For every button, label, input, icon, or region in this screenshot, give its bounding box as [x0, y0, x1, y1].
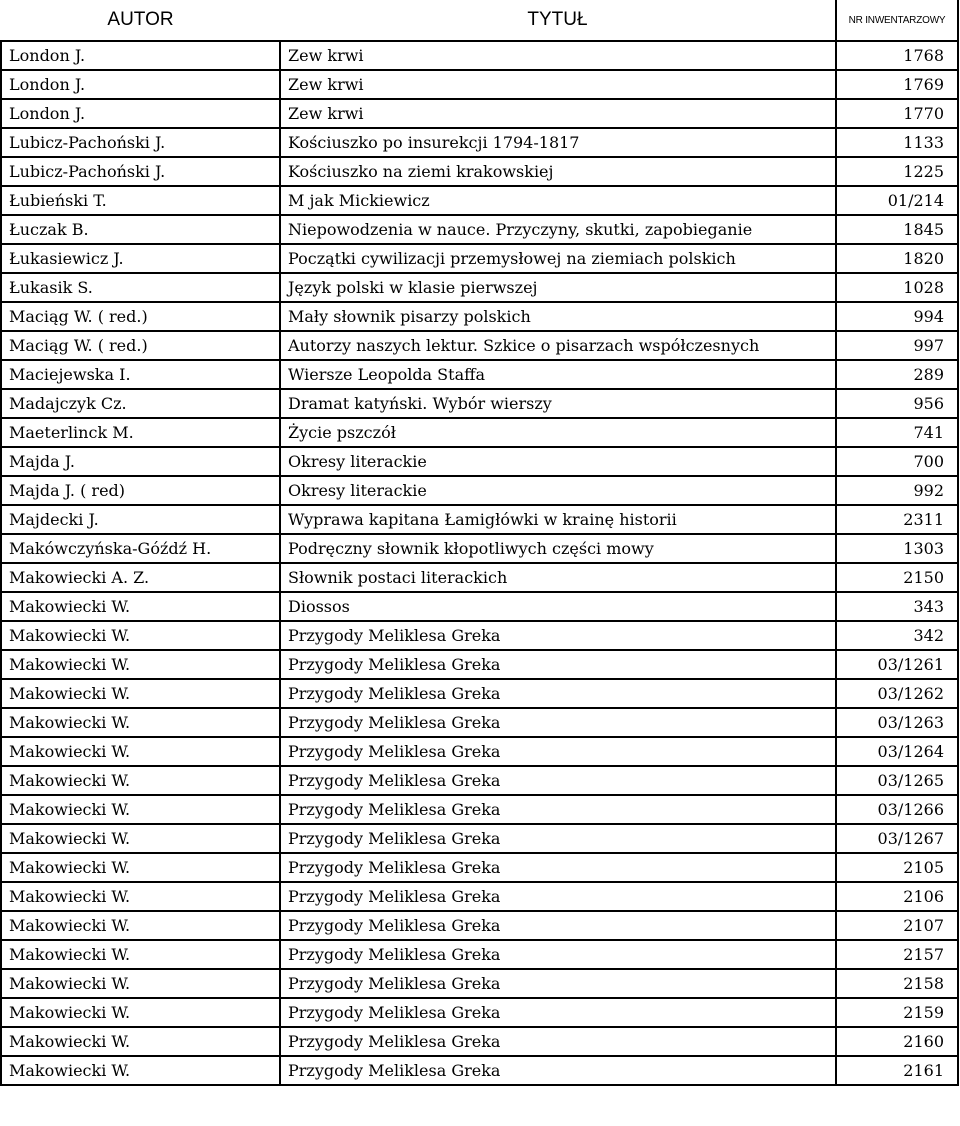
cell-author: Makowiecki W. — [1, 969, 280, 998]
cell-inventory-number: 992 — [836, 476, 958, 505]
cell-inventory-number: 03/1262 — [836, 679, 958, 708]
cell-title: Przygody Meliklesa Greka — [280, 824, 836, 853]
cell-author: Makowiecki A. Z. — [1, 563, 280, 592]
header-row — [1, 0, 958, 41]
cell-title: Wiersze Leopolda Staffa — [280, 360, 836, 389]
table-row — [1, 157, 958, 186]
cell-inventory-number: 1225 — [836, 157, 958, 186]
cell-author: Makowiecki W. — [1, 592, 280, 621]
cell-title: Zew krwi — [280, 41, 836, 70]
cell-title: Przygody Meliklesa Greka — [280, 1027, 836, 1056]
table-row — [1, 360, 958, 389]
cell-title: Wyprawa kapitana Łamigłówki w krainę historii — [280, 505, 836, 534]
table-row — [1, 128, 958, 157]
cell-title: Przygody Meliklesa Greka — [280, 737, 836, 766]
cell-inventory-number: 2150 — [836, 563, 958, 592]
cell-title: Przygody Meliklesa Greka — [280, 969, 836, 998]
cell-title: Przygody Meliklesa Greka — [280, 998, 836, 1027]
cell-author: Makowiecki W. — [1, 911, 280, 940]
cell-title: Okresy literackie — [280, 476, 836, 505]
cell-author: London J. — [1, 70, 280, 99]
cell-author: Lubicz-Pachoński J. — [1, 128, 280, 157]
cell-title: Początki cywilizacji przemysłowej na ziemiach polskich — [280, 244, 836, 273]
cell-author: Makowiecki W. — [1, 1056, 280, 1085]
cell-author: Makowiecki W. — [1, 882, 280, 911]
cell-title: Diossos — [280, 592, 836, 621]
cell-author: Łukasik S. — [1, 273, 280, 302]
cell-inventory-number: 1133 — [836, 128, 958, 157]
cell-title: Język polski w klasie pierwszej — [280, 273, 836, 302]
cell-title: M jak Mickiewicz — [280, 186, 836, 215]
cell-title: Przygody Meliklesa Greka — [280, 766, 836, 795]
table-row — [1, 998, 958, 1027]
cell-inventory-number: 03/1267 — [836, 824, 958, 853]
cell-title: Przygody Meliklesa Greka — [280, 708, 836, 737]
table-row — [1, 70, 958, 99]
cell-inventory-number: 2160 — [836, 1027, 958, 1056]
cell-inventory-number: 1820 — [836, 244, 958, 273]
table-row — [1, 331, 958, 360]
cell-author: Makowiecki W. — [1, 824, 280, 853]
cell-author: Łuczak B. — [1, 215, 280, 244]
cell-inventory-number: 289 — [836, 360, 958, 389]
cell-title: Przygody Meliklesa Greka — [280, 795, 836, 824]
table-row — [1, 679, 958, 708]
cell-inventory-number: 994 — [836, 302, 958, 331]
table-row — [1, 650, 958, 679]
cell-author: Majdecki J. — [1, 505, 280, 534]
cell-inventory-number: 2107 — [836, 911, 958, 940]
cell-author: Łukasiewicz J. — [1, 244, 280, 273]
cell-inventory-number: 03/1266 — [836, 795, 958, 824]
cell-author: Makowiecki W. — [1, 940, 280, 969]
cell-inventory-number: 2158 — [836, 969, 958, 998]
table-row — [1, 1027, 958, 1056]
table-row — [1, 418, 958, 447]
cell-author: Makowiecki W. — [1, 679, 280, 708]
cell-title: Zew krwi — [280, 99, 836, 128]
cell-inventory-number: 1769 — [836, 70, 958, 99]
cell-author: Makowiecki W. — [1, 795, 280, 824]
table-row — [1, 737, 958, 766]
cell-author: Maciejewska I. — [1, 360, 280, 389]
cell-inventory-number: 03/1264 — [836, 737, 958, 766]
cell-inventory-number: 1770 — [836, 99, 958, 128]
cell-title: Przygody Meliklesa Greka — [280, 911, 836, 940]
cell-title: Przygody Meliklesa Greka — [280, 882, 836, 911]
cell-inventory-number: 343 — [836, 592, 958, 621]
table-row — [1, 882, 958, 911]
cell-inventory-number: 2159 — [836, 998, 958, 1027]
table-row — [1, 708, 958, 737]
cell-title: Kościuszko na ziemi krakowskiej — [280, 157, 836, 186]
table-row — [1, 99, 958, 128]
table-row — [1, 186, 958, 215]
cell-author: Madajczyk Cz. — [1, 389, 280, 418]
cell-author: Maeterlinck M. — [1, 418, 280, 447]
table-row — [1, 389, 958, 418]
cell-title: Życie pszczół — [280, 418, 836, 447]
cell-author: Maciąg W. ( red.) — [1, 302, 280, 331]
cell-title: Przygody Meliklesa Greka — [280, 679, 836, 708]
table-row — [1, 795, 958, 824]
table-row — [1, 824, 958, 853]
cell-title: Przygody Meliklesa Greka — [280, 940, 836, 969]
table-row — [1, 592, 958, 621]
cell-author: Lubicz-Pachoński J. — [1, 157, 280, 186]
header-inventory-number: NR INWENTARZOWY — [836, 0, 958, 41]
cell-inventory-number: 2106 — [836, 882, 958, 911]
cell-author: Majda J. ( red) — [1, 476, 280, 505]
cell-inventory-number: 741 — [836, 418, 958, 447]
cell-inventory-number: 1768 — [836, 41, 958, 70]
table-body — [1, 41, 958, 1085]
table-row — [1, 215, 958, 244]
table-row — [1, 476, 958, 505]
cell-title: Okresy literackie — [280, 447, 836, 476]
cell-inventory-number: 342 — [836, 621, 958, 650]
table-row — [1, 302, 958, 331]
cell-inventory-number: 1845 — [836, 215, 958, 244]
table-row — [1, 273, 958, 302]
cell-title: Przygody Meliklesa Greka — [280, 1056, 836, 1085]
cell-title: Autorzy naszych lektur. Szkice o pisarzach współczesnych — [280, 331, 836, 360]
cell-title: Przygody Meliklesa Greka — [280, 621, 836, 650]
cell-author: Makówczyńska-Góźdź H. — [1, 534, 280, 563]
table-row — [1, 766, 958, 795]
cell-inventory-number: 2157 — [836, 940, 958, 969]
cell-title: Niepowodzenia w nauce. Przyczyny, skutki, zapobieganie — [280, 215, 836, 244]
cell-inventory-number: 03/1265 — [836, 766, 958, 795]
cell-title: Podręczny słownik kłopotliwych części mowy — [280, 534, 836, 563]
header-title: TYTUŁ — [280, 0, 836, 41]
cell-author: Makowiecki W. — [1, 853, 280, 882]
cell-inventory-number: 2311 — [836, 505, 958, 534]
cell-inventory-number: 997 — [836, 331, 958, 360]
cell-author: London J. — [1, 41, 280, 70]
table-row — [1, 621, 958, 650]
cell-inventory-number: 01/214 — [836, 186, 958, 215]
cell-author: Makowiecki W. — [1, 1027, 280, 1056]
cell-inventory-number: 700 — [836, 447, 958, 476]
table-row — [1, 534, 958, 563]
table-row — [1, 505, 958, 534]
cell-title: Przygody Meliklesa Greka — [280, 853, 836, 882]
table-row — [1, 447, 958, 476]
cell-author: Majda J. — [1, 447, 280, 476]
table-row — [1, 563, 958, 592]
cell-inventory-number: 956 — [836, 389, 958, 418]
cell-author: Łubieński T. — [1, 186, 280, 215]
cell-title: Zew krwi — [280, 70, 836, 99]
cell-author: Makowiecki W. — [1, 766, 280, 795]
cell-title: Słownik postaci literackich — [280, 563, 836, 592]
cell-author: Makowiecki W. — [1, 737, 280, 766]
table-row — [1, 969, 958, 998]
table-row — [1, 853, 958, 882]
table-header — [1, 0, 958, 41]
cell-title: Mały słownik pisarzy polskich — [280, 302, 836, 331]
cell-author: London J. — [1, 99, 280, 128]
cell-author: Makowiecki W. — [1, 998, 280, 1027]
table-row — [1, 244, 958, 273]
cell-author: Makowiecki W. — [1, 650, 280, 679]
cell-inventory-number: 2105 — [836, 853, 958, 882]
cell-inventory-number: 03/1261 — [836, 650, 958, 679]
cell-inventory-number: 1028 — [836, 273, 958, 302]
cell-inventory-number: 1303 — [836, 534, 958, 563]
cell-title: Przygody Meliklesa Greka — [280, 650, 836, 679]
cell-author: Maciąg W. ( red.) — [1, 331, 280, 360]
table-row — [1, 41, 958, 70]
table-row — [1, 940, 958, 969]
cell-author: Makowiecki W. — [1, 708, 280, 737]
cell-title: Dramat katyński. Wybór wierszy — [280, 389, 836, 418]
table-row — [1, 911, 958, 940]
cell-inventory-number: 03/1263 — [836, 708, 958, 737]
cell-author: Makowiecki W. — [1, 621, 280, 650]
header-author: AUTOR — [1, 0, 280, 41]
table-row — [1, 1056, 958, 1085]
cell-title: Kościuszko po insurekcji 1794-1817 — [280, 128, 836, 157]
cell-inventory-number: 2161 — [836, 1056, 958, 1085]
